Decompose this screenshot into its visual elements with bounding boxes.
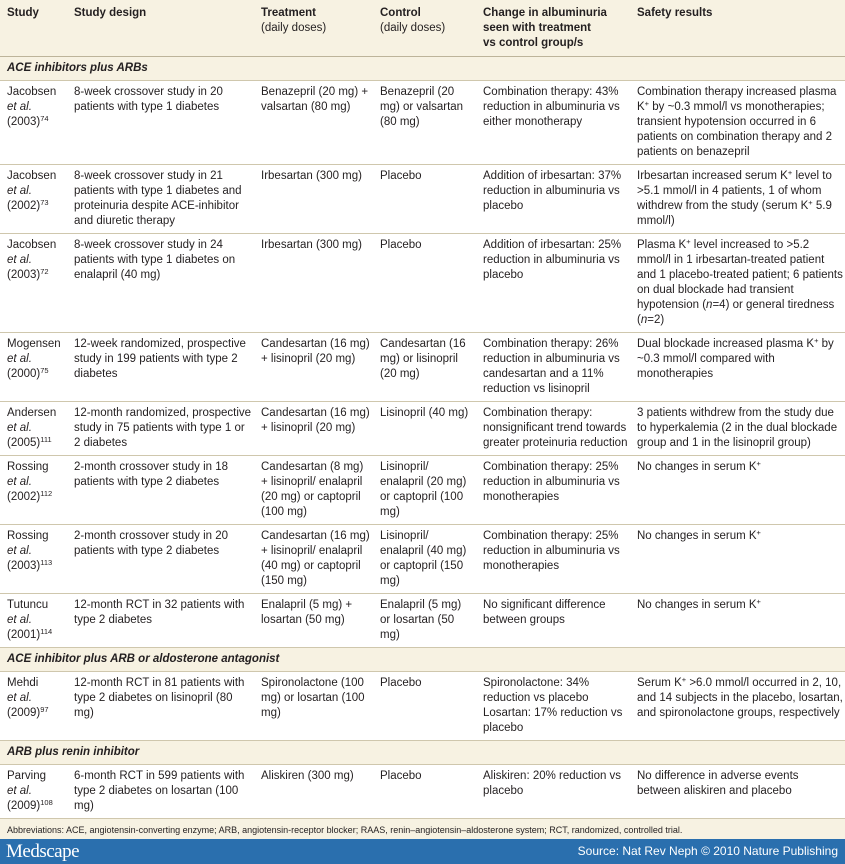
table-row <box>0 524 845 593</box>
treatment-cell: Irbesartan (300 mg) <box>254 164 373 233</box>
change-cell: Combination therapy: 26% reduction in albuminuria vs candesartan and a 11% reduction vs lisinopril <box>476 332 630 401</box>
section-row: ACE inhibitor plus ARB or aldosterone antagonist <box>0 647 845 671</box>
safety-cell: No changes in serum K+ <box>630 524 845 593</box>
table-row <box>0 455 845 524</box>
change-cell: Combination therapy: 25% reduction in albuminuria vs monotherapies <box>476 455 630 524</box>
control-cell: Placebo <box>373 164 476 233</box>
safety-cell: Combination therapy increased plasma K+ by ~0.3 mmol/l vs monotherapies; transient hypotension occurred in 6 patients on combination therapy and 2 patients on benazepril <box>630 80 845 164</box>
table-row <box>0 233 845 332</box>
study-cell: Jacobsen et al. $(2003)^{72}$ <box>0 233 67 332</box>
source-credit: Source: Nat Rev Neph © 2010 Nature Publishing <box>577 844 838 858</box>
control-cell: Lisinopril/ enalapril (40 mg) or captopril (150 mg) <box>373 524 476 593</box>
design-cell: 6-month RCT in 599 patients with type 2 diabetes on losartan (100 mg) <box>67 764 254 818</box>
treatment-cell: Candesartan (16 mg) + lisinopril/ enalapril (40 mg) or captopril (150 mg) <box>254 524 373 593</box>
design-cell: 8-week crossover study in 21 patients with type 1 diabetes and proteinuria despite ACE-inhibitor and diuretic therapy <box>67 164 254 233</box>
abbreviations-note: Abbreviations: ACE, angiotensin-converting enzyme; ARB, angiotensin-receptor blocker; RAAS, renin–angiotensin–aldosterone system; RCT, randomized, controlled trial. <box>0 824 845 839</box>
header-change: Change in albuminuria seen with treatment vs control group/s <box>476 0 630 56</box>
safety-cell: Irbesartan increased serum K+ level to >5.1 mmol/l in 4 patients, 1 of whom withdrew from the study (serum K+ 5.9 mmol/l) <box>630 164 845 233</box>
footer-bar <box>0 839 845 864</box>
table-row <box>0 80 845 164</box>
study-cell: Andersen et al. $(2005)^{111}$ <box>0 401 67 455</box>
control-cell: Candesartan (16 mg) or lisinopril (20 mg) <box>373 332 476 401</box>
change-cell: Aliskiren: 20% reduction vs placebo <box>476 764 630 818</box>
safety-cell: No changes in serum K+ <box>630 593 845 647</box>
change-cell: No significant difference between groups <box>476 593 630 647</box>
control-cell: Lisinopril (40 mg) <box>373 401 476 455</box>
table-row <box>0 593 845 647</box>
table-row <box>0 164 845 233</box>
control-cell: Placebo <box>373 671 476 740</box>
medscape-logo[interactable]: Medscape <box>6 841 80 862</box>
change-cell: Combination therapy: 25% reduction in albuminuria vs monotherapies <box>476 524 630 593</box>
study-cell: Jacobsen et al. $(2003)^{74}$ <box>0 80 67 164</box>
study-cell: Mogensen et al. $(2000)^{75}$ <box>0 332 67 401</box>
change-cell: Combination therapy: nonsignificant trend towards greater proteinuria reduction <box>476 401 630 455</box>
study-cell: Rossing et al. $(2002)^{112}$ <box>0 455 67 524</box>
header-design: Study design <box>67 0 254 56</box>
study-cell: Tutuncu et al. $(2001)^{114}$ <box>0 593 67 647</box>
control-cell: Lisinopril/ enalapril (20 mg) or captopril (100 mg) <box>373 455 476 524</box>
treatment-cell: Irbesartan (300 mg) <box>254 233 373 332</box>
table-row <box>0 764 845 818</box>
design-cell: 12-month RCT in 81 patients with type 2 diabetes on lisinopril (80 mg) <box>67 671 254 740</box>
design-cell: 8-week crossover study in 24 patients with type 1 diabetes on enalapril (40 mg) <box>67 233 254 332</box>
treatment-cell: Candesartan (16 mg) + lisinopril (20 mg) <box>254 332 373 401</box>
treatment-cell: Candesartan (8 mg) + lisinopril/ enalapril (20 mg) or captopril (100 mg) <box>254 455 373 524</box>
table-header-row <box>0 0 845 56</box>
treatment-cell: Enalapril (5 mg) + losartan (50 mg) <box>254 593 373 647</box>
table-row <box>0 671 845 740</box>
section-row: ACE inhibitors plus ARBs <box>0 56 845 80</box>
control-cell: Enalapril (5 mg) or losartan (50 mg) <box>373 593 476 647</box>
design-cell: 12-month randomized, prospective study in 75 patients with type 1 or 2 diabetes <box>67 401 254 455</box>
header-control: Control (daily doses) <box>373 0 476 56</box>
safety-cell: Dual blockade increased plasma K+ by ~0.3 mmol/l compared with monotherapies <box>630 332 845 401</box>
study-cell: Jacobsen et al. $(2002)^{73}$ <box>0 164 67 233</box>
safety-cell: Serum K+ >6.0 mmol/l occurred in 2, 10, and 14 subjects in the placebo, losartan, and spironolactone groups, respectively <box>630 671 845 740</box>
study-cell: Parving et al. $(2009)^{108}$ <box>0 764 67 818</box>
change-cell: Addition of irbesartan: 37% reduction in albuminuria vs placebo <box>476 164 630 233</box>
header-safety: Safety results <box>630 0 845 56</box>
study-cell: Mehdi et al. $(2009)^{97}$ <box>0 671 67 740</box>
design-cell: 2-month crossover study in 18 patients with type 2 diabetes <box>67 455 254 524</box>
safety-cell: Plasma K+ level increased to >5.2 mmol/l in 1 irbesartan-treated patient and 1 placebo-treated patient; 6 patients on dual blockade had transient hypotension (n=4) or general tiredness (n=2) <box>630 233 845 332</box>
design-cell: 2-month crossover study in 20 patients with type 2 diabetes <box>67 524 254 593</box>
header-treatment: Treatment (daily doses) <box>254 0 373 56</box>
treatment-cell: Candesartan (16 mg) + lisinopril (20 mg) <box>254 401 373 455</box>
treatment-cell: Aliskiren (300 mg) <box>254 764 373 818</box>
control-cell: Placebo <box>373 764 476 818</box>
header-study: Study <box>0 0 67 56</box>
design-cell: 8-week crossover study in 20 patients with type 1 diabetes <box>67 80 254 164</box>
change-cell: Spironolactone: 34% reduction vs placebo Losartan: 17% reduction vs placebo <box>476 671 630 740</box>
safety-cell: 3 patients withdrew from the study due to hyperkalemia (2 in the dual blockade group and 1 in the lisinopril group) <box>630 401 845 455</box>
table-row <box>0 332 845 401</box>
safety-cell: No changes in serum K+ <box>630 455 845 524</box>
treatment-cell: Spironolactone (100 mg) or losartan (100 mg) <box>254 671 373 740</box>
change-cell: Combination therapy: 43% reduction in albuminuria vs either monotherapy <box>476 80 630 164</box>
safety-cell: No difference in adverse events between aliskiren and placebo <box>630 764 845 818</box>
study-cell: Rossing et al. $(2003)^{113}$ <box>0 524 67 593</box>
control-cell: Benazepril (20 mg) or valsartan (80 mg) <box>373 80 476 164</box>
table-row <box>0 401 845 455</box>
treatment-cell: Benazepril (20 mg) + valsartan (80 mg) <box>254 80 373 164</box>
design-cell: 12-week randomized, prospective study in 199 patients with type 2 diabetes <box>67 332 254 401</box>
control-cell: Placebo <box>373 233 476 332</box>
change-cell: Addition of irbesartan: 25% reduction in albuminuria vs placebo <box>476 233 630 332</box>
design-cell: 12-month RCT in 32 patients with type 2 diabetes <box>67 593 254 647</box>
section-row: ARB plus renin inhibitor <box>0 740 845 764</box>
